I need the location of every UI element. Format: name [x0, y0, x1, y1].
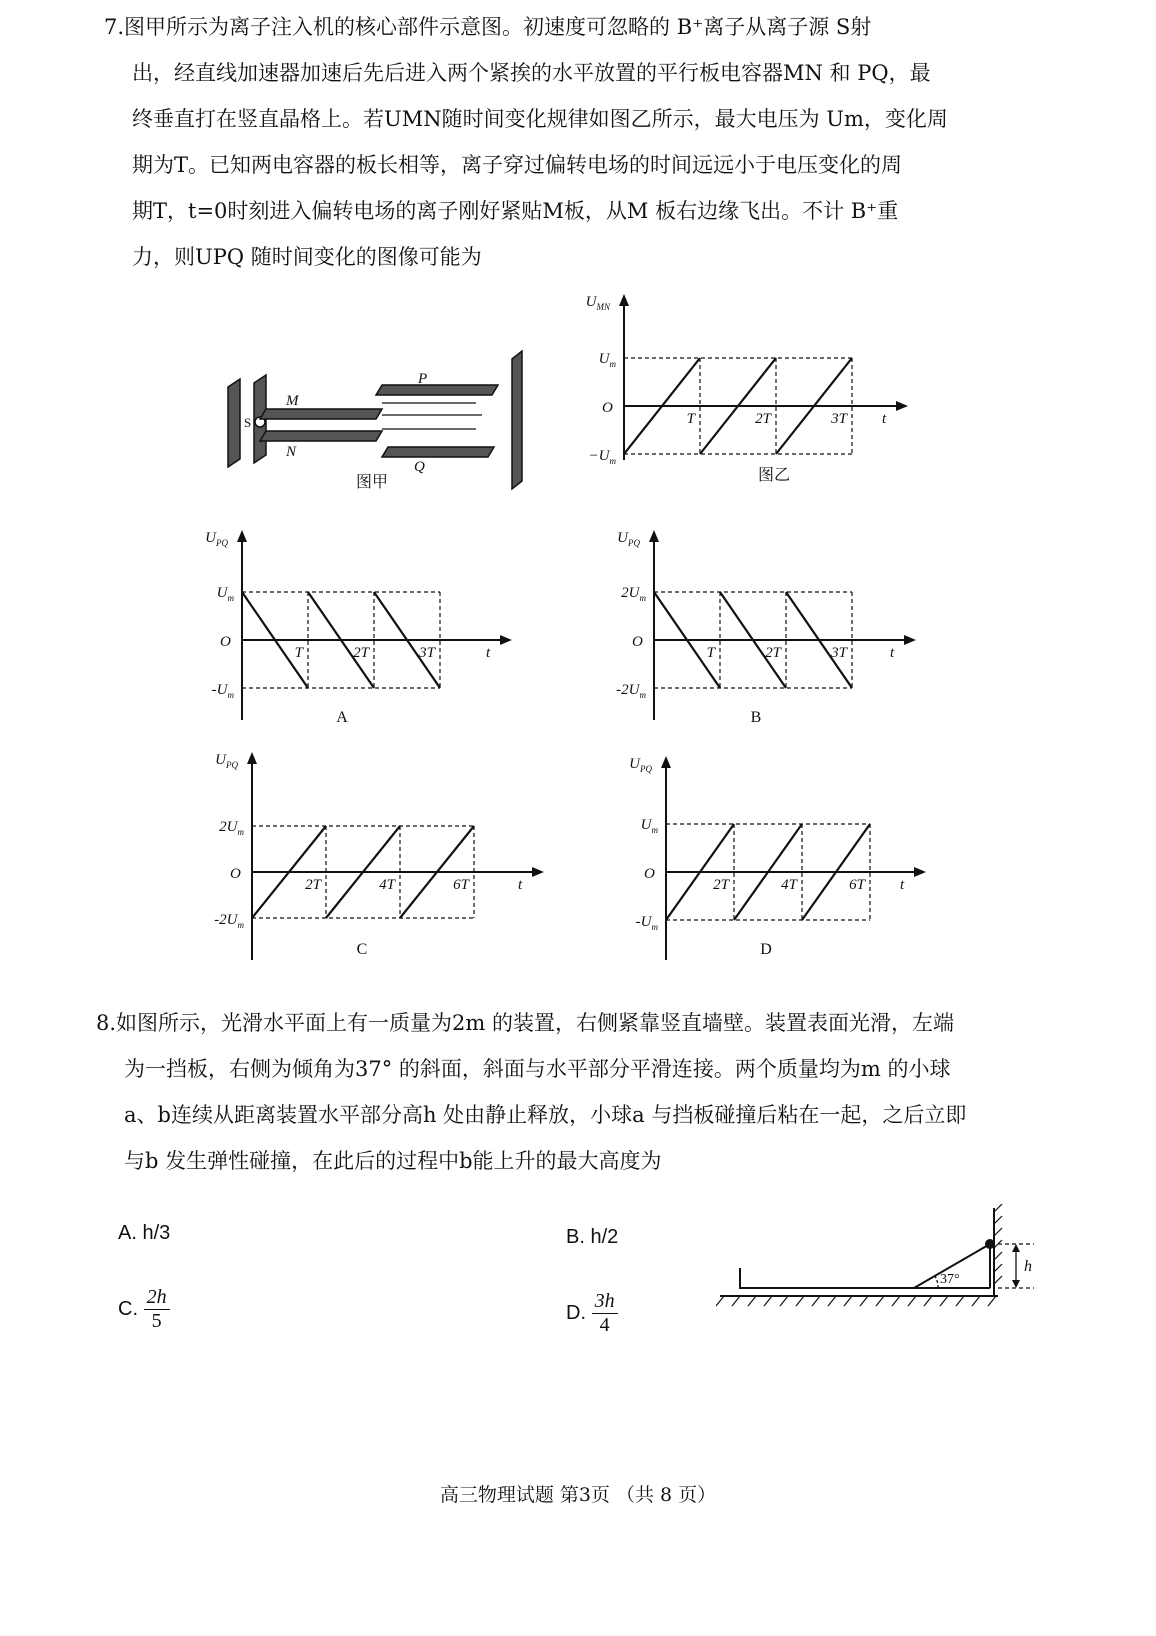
- choice-c-numerator: 2h: [144, 1286, 170, 1310]
- option-letter: C: [356, 941, 368, 958]
- plate-n: [260, 431, 382, 441]
- q8-line: 为一挡板，右侧为倾角为37° 的斜面，斜面与水平部分平滑连接。两个质量均为m 的小球: [124, 1057, 951, 1081]
- choice-c-label: C.: [118, 1297, 138, 1320]
- choice-d-label: D.: [566, 1301, 586, 1324]
- option-letter: A: [336, 709, 348, 726]
- y-axis-arrow: [237, 530, 247, 542]
- question-8-text: [96, 1000, 1076, 1184]
- question-7-text: [104, 4, 1064, 280]
- x-axis-label: t: [882, 411, 887, 427]
- x-tick-label: 2T: [765, 645, 781, 661]
- x-tick-label: 3T: [419, 645, 435, 661]
- origin-label: O: [644, 866, 655, 882]
- choice-c-denominator: 5: [151, 1310, 162, 1332]
- x-tick-label: 4T: [379, 877, 395, 893]
- choice-c-fraction: [144, 1286, 170, 1333]
- origin-label: O: [230, 866, 241, 882]
- x-axis-arrow: [896, 401, 908, 411]
- figure-slope-device: [716, 1204, 1046, 1314]
- y-axis-label: $U_{PQ}$: [617, 530, 640, 548]
- choice-d-denominator: 4: [599, 1314, 610, 1336]
- option-b-graph: [596, 522, 936, 732]
- x-tick-label: 3T: [831, 411, 847, 427]
- y-tick-max: $U_m$: [216, 585, 234, 603]
- q7-line: 终垂直打在竖直晶格上。若UMN随时间变化规律如图乙所示，最大电压为 Um，变化周: [132, 107, 948, 131]
- choice-d-numerator: 3h: [592, 1290, 618, 1314]
- y-axis-arrow: [649, 530, 659, 542]
- label-n: N: [286, 444, 297, 460]
- y-axis-label: $U_{MN}$: [585, 294, 610, 312]
- origin-label: O: [632, 634, 643, 650]
- x-tick-label: 2T: [305, 877, 321, 893]
- option-d-graph: [610, 748, 950, 968]
- choice-b: B. h/2: [566, 1226, 619, 1248]
- angle-arc: [935, 1276, 938, 1288]
- y-tick-max: $2U_m$: [621, 585, 646, 603]
- ball: [985, 1239, 995, 1249]
- x-axis-arrow: [532, 867, 544, 877]
- label-s: S: [244, 415, 252, 430]
- figure-yi-umn-graph: [578, 290, 918, 490]
- plate-q: [382, 447, 494, 457]
- q7-line: 出，经直线加速器加速后先后进入两个紧挨的水平放置的平行板电容器MN 和 PQ，最: [132, 61, 931, 85]
- x-axis-label: t: [518, 877, 523, 893]
- y-axis-label: $U_{PQ}$: [205, 530, 228, 548]
- option-letter: B: [750, 709, 762, 726]
- x-tick-label: 2T: [713, 877, 729, 893]
- y-axis-arrow: [661, 756, 671, 768]
- x-axis-label: t: [890, 645, 895, 661]
- q7-line: 期T，t=0时刻进入偏转电场的离子刚好紧贴M板，从M 板右边缘飞出。不计 B⁺重: [132, 199, 899, 223]
- x-tick-label: 2T: [353, 645, 369, 661]
- x-tick-label: 6T: [849, 877, 865, 893]
- angle-label: 37°: [940, 1272, 960, 1287]
- y-axis-label: $U_{PQ}$: [215, 752, 238, 770]
- x-tick-label: 3T: [831, 645, 847, 661]
- x-axis-label: t: [900, 877, 905, 893]
- y-tick-max: $U_m$: [598, 351, 616, 369]
- x-axis-arrow: [904, 635, 916, 645]
- y-tick-min: $-U_m$: [588, 448, 616, 466]
- option-c-graph: [190, 748, 550, 968]
- x-axis-label: t: [486, 645, 491, 661]
- plate-p: [376, 385, 498, 395]
- x-axis-arrow: [500, 635, 512, 645]
- option-a-graph: [190, 522, 530, 732]
- option-letter: D: [760, 941, 772, 958]
- x-tick-label: T: [686, 411, 695, 427]
- choice-d: [566, 1290, 618, 1337]
- y-tick-min: $-2U_m$: [616, 682, 646, 700]
- y-tick-max: $2U_m$: [219, 819, 244, 837]
- x-tick-label: T: [706, 645, 715, 661]
- caption-yi: 图乙: [757, 467, 791, 484]
- x-tick-label: 4T: [781, 877, 797, 893]
- height-label: h: [1024, 1258, 1032, 1275]
- q8-line: 与b 发生弹性碰撞，在此后的过程中b能上升的最大高度为: [124, 1149, 662, 1173]
- height-arrow-head: [1012, 1244, 1020, 1252]
- label-p: P: [418, 371, 428, 387]
- y-tick-min: $-2U_m$: [214, 912, 244, 930]
- plate-m: [260, 409, 382, 419]
- page-footer: 高三物理试题 第3页 （共 8 页）: [439, 1484, 717, 1506]
- choice-d-fraction: [592, 1290, 618, 1337]
- choice-c: [118, 1286, 170, 1333]
- x-tick-label: 6T: [453, 877, 469, 893]
- x-tick-label: 2T: [755, 411, 771, 427]
- x-tick-label: T: [294, 645, 303, 661]
- q7-line: 期为T。已知两电容器的板长相等，离子穿过偏转电场的时间远远小于电压变化的周: [132, 153, 903, 177]
- y-axis-label: $U_{PQ}$: [629, 756, 652, 774]
- y-axis-arrow: [619, 294, 629, 306]
- source-plate: [228, 379, 240, 467]
- ground-hatching: [716, 1296, 996, 1306]
- origin-label: O: [602, 400, 613, 416]
- caption-jia: 图甲: [356, 474, 389, 491]
- x-axis-arrow: [914, 867, 926, 877]
- y-tick-max: $U_m$: [640, 817, 658, 835]
- y-tick-min: $-U_m$: [635, 914, 658, 932]
- y-axis-arrow: [247, 752, 257, 764]
- choice-a: A. h/3: [118, 1222, 171, 1244]
- label-q: Q: [414, 459, 425, 475]
- y-tick-min: $-U_m$: [211, 682, 234, 700]
- height-arrow-head: [1012, 1280, 1020, 1288]
- q8-line: a、b连续从距离装置水平部分高h 处由静止释放，小球a 与挡板碰撞后粘在一起，之后立即: [124, 1103, 967, 1127]
- label-m: M: [286, 393, 299, 409]
- q7-line: 7.图甲所示为离子注入机的核心部件示意图。初速度可忽略的 B⁺离子从离子源 S射: [104, 15, 872, 39]
- origin-label: O: [220, 634, 231, 650]
- figure-jia-ion-injector: [220, 345, 540, 495]
- q8-line: 8.如图所示，光滑水平面上有一质量为2m 的装置，右侧紧靠竖直墙壁。装置表面光滑，左端: [96, 1011, 954, 1035]
- crystal-lattice: [512, 351, 522, 489]
- q7-line: 力，则UPQ 随时间变化的图像可能为: [132, 245, 482, 269]
